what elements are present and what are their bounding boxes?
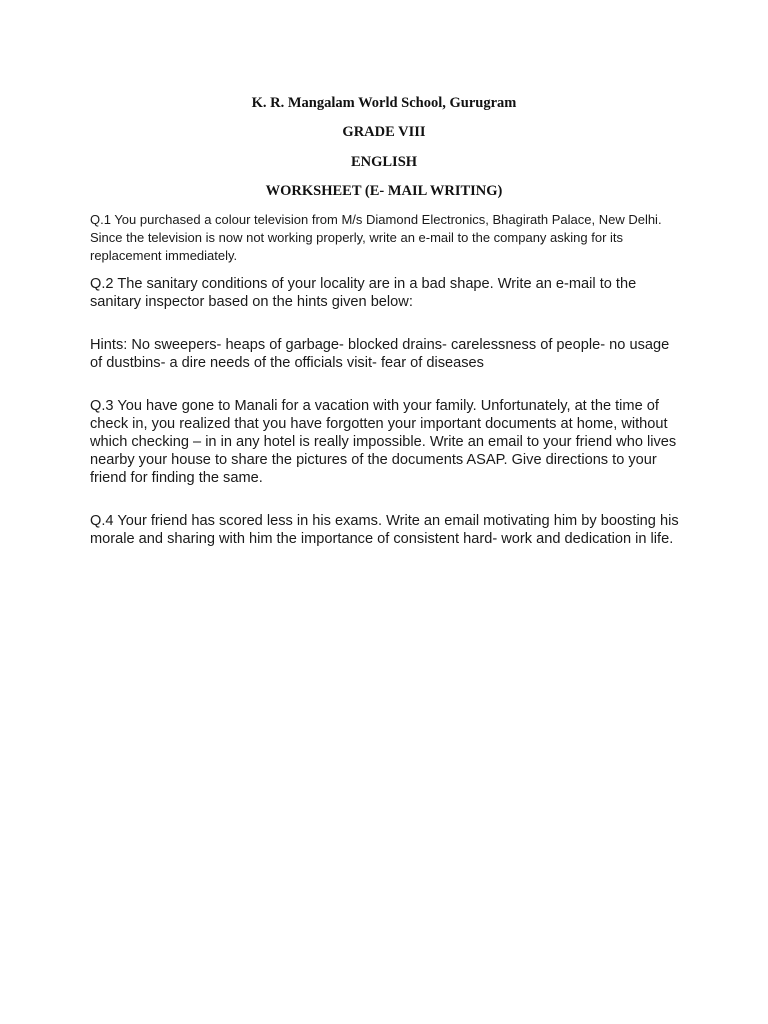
- worksheet-title: WORKSHEET (E- MAIL WRITING): [265, 183, 503, 199]
- grade-heading: GRADE VIII: [342, 124, 426, 140]
- question-1: Q.1 You purchased a colour television from M/s Diamond Electronics, Bhagirath Palace, New Delhi. Since the television is now not working properly, write an e-mail to the company asking for its replacement immediately.: [90, 212, 662, 263]
- question-2: Q.2 The sanitary conditions of your locality are in a bad shape. Write an e-mail to the sanitary inspector based on the hints given below:: [90, 276, 637, 310]
- question-4: Q.4 Your friend has scored less in his exams. Write an email motivating him by boosting his morale and sharing with him the importance of consistent hard- work and dedication in life.: [90, 513, 679, 547]
- question-3: Q.3 You have gone to Manali for a vacation with your family. Unfortunately, at the time of check in, you realized that you have forgotten your important documents at home, without which checking – in in any hotel is really impossible. Write an email to your friend who lives nearby your house to share the pictures of the documents ASAP. Give directions to your friend for finding the same.: [90, 398, 677, 486]
- question-2-hints: Hints: No sweepers- heaps of garbage- blocked drains- carelessness of people- no usage of dustbins- a dire needs of the officials visit- fear of diseases: [90, 337, 670, 371]
- subject-heading: ENGLISH: [350, 154, 418, 170]
- school-name: K. R. Mangalam World School, Gurugram: [251, 95, 517, 111]
